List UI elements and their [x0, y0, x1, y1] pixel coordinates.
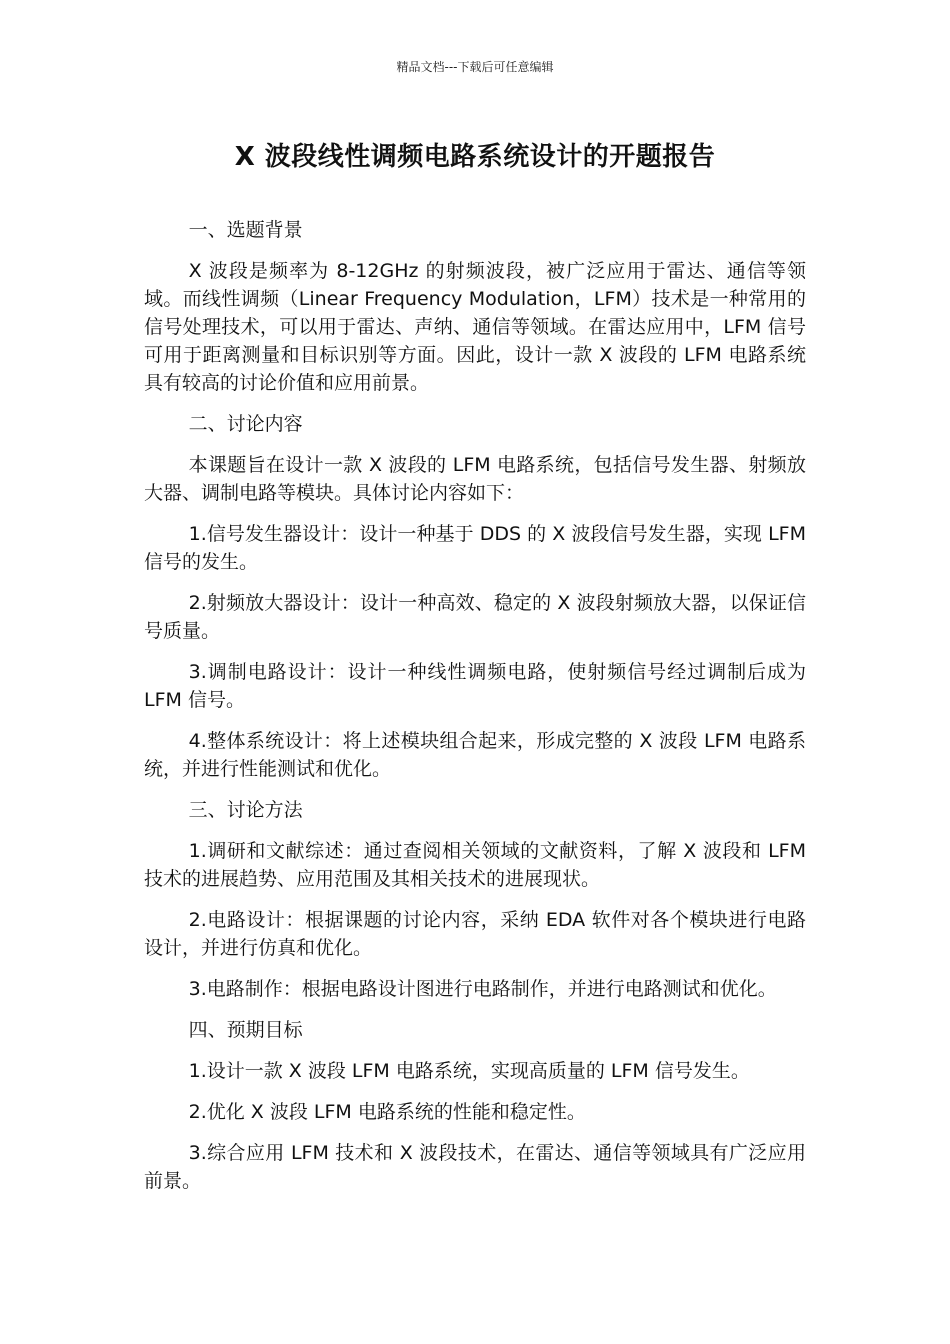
- document-title: X 波段线性调频电路系统设计的开题报告: [234, 142, 716, 172]
- list-item: 2.优化 X 波段 LFM 电路系统的性能和稳定性。: [188, 1101, 586, 1123]
- section-heading: 四、预期目标: [188, 1019, 303, 1041]
- list-item: 1.调研和文献综述：通过查阅相关领域的文献资料，了解 X 波段和 LFM 技术的进展趋势、应用范围及其相关技术的进展现状。: [144, 840, 806, 890]
- list-item: 2.电路设计：根据课题的讨论内容，采纳 EDA 软件对各个模块进行电路设计，并进行仿真和优化。: [144, 909, 806, 959]
- list-item: 4.整体系统设计：将上述模块组合起来，形成完整的 X 波段 LFM 电路系统，并进行性能测试和优化。: [144, 730, 806, 780]
- list-item: 3.综合应用 LFM 技术和 X 波段技术，在雷达、通信等领域具有广泛应用前景。: [144, 1142, 806, 1192]
- paragraph: 本课题旨在设计一款 X 波段的 LFM 电路系统，包括信号发生器、射频放大器、调制电路等模块。具体讨论内容如下：: [144, 454, 806, 504]
- paragraph: X 波段是频率为 8-12GHz 的射频波段，被广泛应用于雷达、通信等领域。而线性调频（Linear Frequency Modulation，LFM）技术是一种常用的信号处理技术，可以用于雷达、声纳、通信等领域。在雷达应用中，LFM 信号可用于距离测量和目标识别等方面。因此，设计一款 X 波段的 LFM 电路系统具有较高的讨论价值和应用前景。: [144, 260, 806, 394]
- document-body: [144, 216, 806, 1208]
- section-heading: 二、讨论内容: [188, 413, 303, 435]
- list-item: 3.电路制作：根据电路设计图进行电路制作，并进行电路测试和优化。: [188, 978, 777, 1000]
- section-heading: 三、讨论方法: [188, 799, 303, 821]
- list-item: 1.设计一款 X 波段 LFM 电路系统，实现高质量的 LFM 信号发生。: [188, 1060, 750, 1082]
- section-heading: 一、选题背景: [188, 219, 303, 241]
- list-item: 3.调制电路设计：设计一种线性调频电路，使射频信号经过调制后成为 LFM 信号。: [144, 661, 806, 711]
- page-header-watermark: 精品文档---下载后可任意编辑: [396, 60, 554, 74]
- list-item: 1.信号发生器设计：设计一种基于 DDS 的 X 波段信号发生器，实现 LFM 信号的发生。: [144, 523, 806, 573]
- list-item: 2.射频放大器设计：设计一种高效、稳定的 X 波段射频放大器，以保证信号质量。: [144, 592, 806, 642]
